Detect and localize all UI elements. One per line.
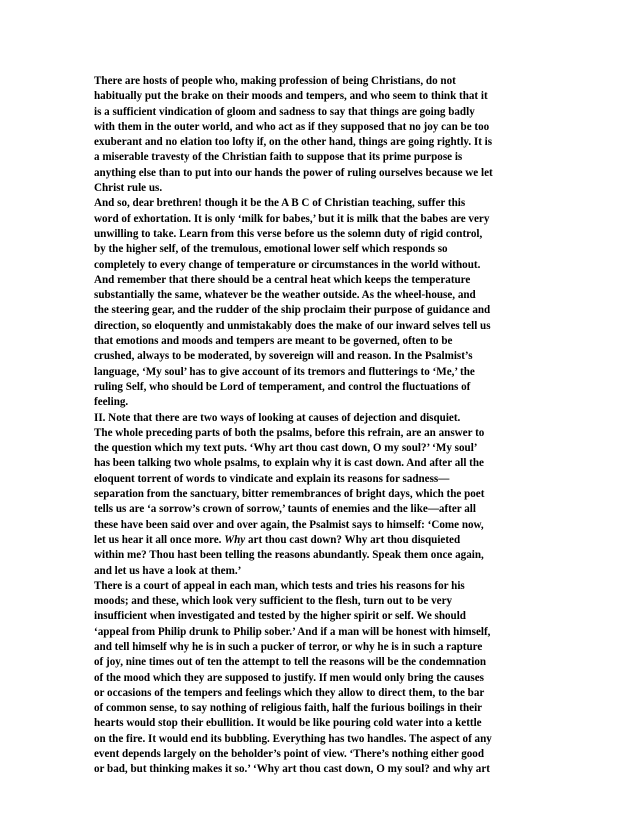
paragraph: [94, 426, 546, 579]
text-line: of joy, nine times out of ten the attempt to tell the reasons will be the condemnation: [94, 656, 487, 669]
text-line: And remember that there should be a central heat which keeps the temperature: [94, 273, 471, 286]
text-line: The whole preceding parts of both the psalms, before this refrain, are an answer to: [94, 426, 485, 439]
text-line: let us hear it all once more. Why art thou cast down? Why art thou disquieted: [94, 533, 461, 546]
text-line: exuberant and no elation too lofty if, on the other hand, things are going rightly. It is: [94, 136, 493, 149]
text-line: has been talking two whole psalms, to explain why it is cast down. And after all the: [94, 457, 484, 470]
paragraph: [94, 74, 546, 196]
text-line: and tell himself why he is in such a pucker of terror, or why he is in such a rapture: [94, 640, 483, 653]
text-line: a miserable travesty of the Christian faith to suppose that its prime purpose is: [94, 151, 463, 164]
text-line: event depends largely on the beholder’s point of view. ‘There’s nothing either good: [94, 748, 485, 761]
paragraph: [94, 579, 546, 778]
text-line: on the fire. It would end its bubbling. Everything has two handles. The aspect of any: [94, 732, 492, 745]
text-line: word of exhortation. It is only ‘milk for babes,’ but it is milk that the babes are very: [94, 212, 490, 225]
paragraph: [94, 411, 546, 426]
text-line: ‘appeal from Philip drunk to Philip sober.’ And if a man will be honest with himself,: [94, 625, 491, 638]
text-line: crushed, always to be moderated, by sovereign will and reason. In the Psalmist’s: [94, 350, 473, 363]
text-line: anything else than to put into our hands the power of ruling ourselves because we let: [94, 166, 493, 179]
text-line: the steering gear, and the rudder of the ship proclaim their purpose of guidance and: [94, 304, 491, 317]
text-line: that emotions and moods and tempers are meant to be governed, often to be: [94, 335, 453, 348]
text-line: direction, so eloquently and unmistakably does the make of our inward selves tell us: [94, 319, 491, 332]
text-line: II. Note that there are two ways of looking at causes of dejection and disquiet.: [94, 411, 461, 424]
text-line: eloquent torrent of words to vindicate and explain its reasons for sadness—: [94, 472, 450, 485]
text-line: by the higher self, of the tremulous, emotional lower self which responds so: [94, 243, 448, 256]
text-line: Christ rule us.: [94, 182, 163, 195]
text-line: feeling.: [94, 396, 129, 409]
text-line: insufficient when investigated and tested by the higher spirit or self. We should: [94, 610, 466, 623]
text-line: completely to every change of temperature or circumstances in the world without.: [94, 258, 481, 271]
text-line: of common sense, to say nothing of religious faith, half the furious boilings in their: [94, 702, 483, 715]
text-line: There is a court of appeal in each man, which tests and tries his reasons for his: [94, 579, 465, 592]
text-line: of the mood which they are supposed to justify. If men would only bring the causes: [94, 671, 484, 684]
text-line: the question which my text puts. ‘Why art thou cast down, O my soul?’ ‘My soul’: [94, 442, 478, 455]
text-line: tells us are ‘a sorrow’s crown of sorrow,’ taunts of enemies and the like—after all: [94, 503, 476, 516]
text-line: habitually put the brake on their moods and tempers, and who seem to think that it: [94, 90, 488, 103]
text-line: or occasions of the tempers and feelings which they allow to direct them, to the bar: [94, 686, 485, 699]
text-line: moods; and these, which look very sufficient to the flesh, turn out to be very: [94, 595, 453, 608]
text-line: these have been said over and over again, the Psalmist says to himself: ‘Come now,: [94, 518, 484, 531]
text-line: And so, dear brethren! though it be the A B C of Christian teaching, suffer this: [94, 197, 466, 210]
text-line: or bad, but thinking makes it so.’ ‘Why art thou cast down, O my soul? and why art: [94, 763, 490, 776]
text-line: unwilling to take. Learn from this verse before us the solemn duty of rigid control,: [94, 227, 483, 240]
text-line: separation from the sanctuary, bitter remembrances of bright days, which the poet: [94, 488, 485, 501]
paragraph: [94, 196, 546, 410]
text-line: hearts would stop their ebullition. It would be like pouring cold water into a kettle: [94, 717, 482, 730]
text-line: language, ‘My soul’ has to give account of its tremors and flutterings to ‘Me,’ the: [94, 365, 475, 378]
emphasis-why: Why: [224, 533, 246, 546]
text-line: and let us have a look at them.’: [94, 564, 242, 577]
text-line: substantially the same, whatever be the weather outside. As the wheel-house, and: [94, 289, 476, 302]
document-page: [94, 74, 546, 778]
text-line: within me? Thou hast been telling the reasons abundantly. Speak them once again,: [94, 549, 484, 562]
text-line: is a sufficient vindication of gloom and sadness to say that things are going badly: [94, 105, 475, 118]
text-line: ruling Self, who should be Lord of temperament, and control the fluctuations of: [94, 380, 471, 393]
text-line: There are hosts of people who, making profession of being Christians, do not: [94, 75, 456, 87]
text-line: with them in the outer world, and who act as if they supposed that no joy can be too: [94, 120, 490, 133]
